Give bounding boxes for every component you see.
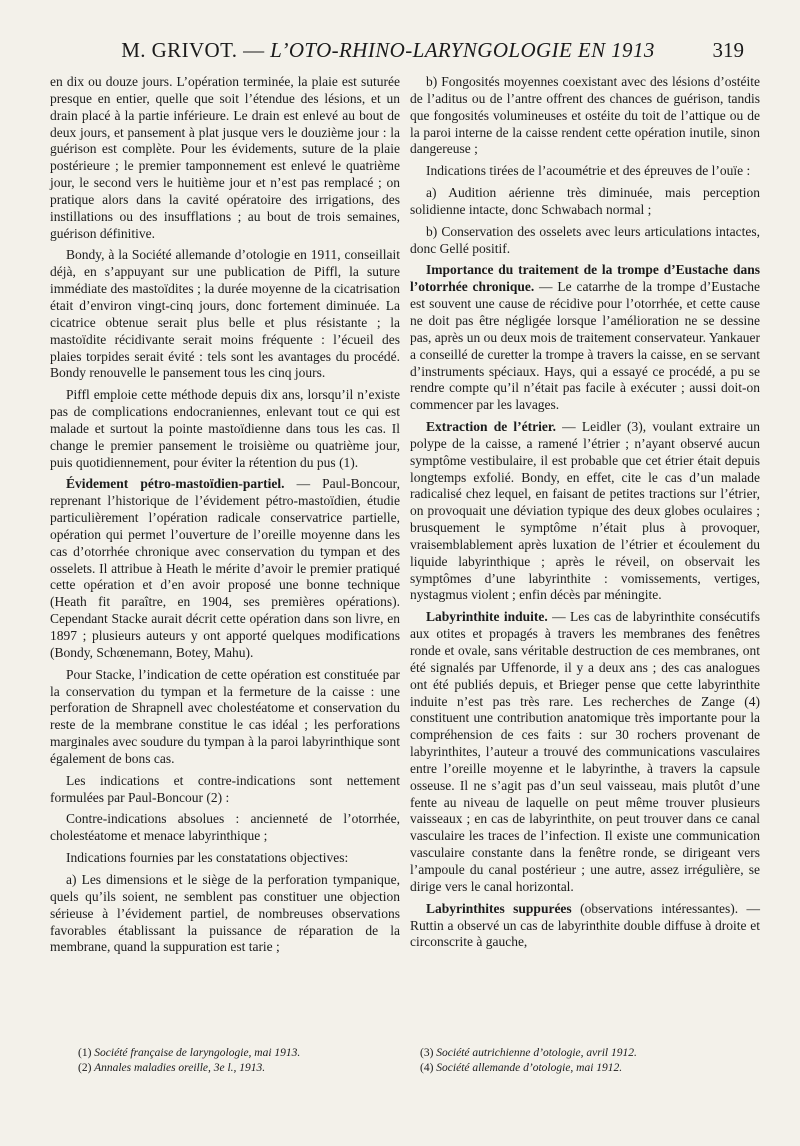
section-heading: Évidement pétro-mastoïdien-partiel.	[66, 476, 285, 492]
paragraph	[50, 872, 400, 956]
footnote	[78, 1061, 408, 1076]
paragraph	[50, 667, 400, 768]
section-heading: Extraction de l’étrier.	[426, 419, 556, 435]
paragraph-text: — Leidler (3), voulant extraire un polype de la caisse, a ramené l’étrier ; n’ayant observé aucun symptôme vestibulaire, il est probable que cet étrier était depuis longtemps exfolié. Bondy, en effet, cite le cas d’un malade radicalisé chez lequel, en faisant de petites tractions sur l’étrier, on provoquait une déviation typique des deux globes oculaires ; brusquement le symptôme n’était plus à provoquer, vraisemblablement après luxation de l’étrier et écoulement du liquide labyrinthique ; après le réveil, on observait les symptômes d’une labyrinthite : vomissements, vertiges, nystagmus violent ; enfin décès par méningite.	[410, 419, 760, 603]
left-column	[50, 74, 400, 961]
paragraph-text: Piffl emploie cette méthode depuis dix ans, lorsqu’il n’existe pas de complications endocraniennes, enlevant tout ce qui est malade et surtout la pointe mastoïdienne dans tous les cas. Il change le premier pansement le troisième ou quatrième jour, puis quotidiennement, pour éviter la rétention du pus (1).	[50, 387, 400, 470]
paragraph	[50, 476, 400, 661]
footnote	[420, 1061, 750, 1076]
footnote-text: Société française de laryngologie, mai 1913.	[91, 1047, 301, 1059]
paragraph	[410, 262, 760, 414]
paragraph-text: a) Les dimensions et le siège de la perforation tympanique, quels qu’ils soient, ne semblent pas constituer une objection sérieuse à l’évidement partiel, de nombreuses observations favorables établissant la puissance de réparation de la membrane, quand la suppuration est tarie ;	[50, 871, 400, 955]
paragraph	[50, 811, 400, 845]
paragraph	[50, 387, 400, 471]
paragraph-text: b) Fongosités moyennes coexistant avec des lésions d’ostéite de l’aditus ou de l’antre offrent des chances de guérison, tandis que fongosités volumineuses et ostéite du toit de l’attique ou de la paroi interne de la caisse rendent cette opération inutile, sinon dangereuse ;	[410, 74, 760, 157]
section-heading: Importance du traitement de la trompe d’Eustache dans l’otorrhée chronique.	[410, 262, 760, 295]
paragraph-text: Bondy, à la Société allemande d’otologie en 1911, conseillait déjà, en s’appuyant sur une publication de Piffl, la suture immédiate des mastoïdites ; la durée moyenne de la cicatrisation était d’environ vingt-cinq jours, donc fortement diminuée. La cicatrice obtenue serait plus belle et plus résistante ; la mastoïdite récidivante serait moins fréquente : l’écueil des plaies torpides serait évité : tels sont les avantages du procédé. Bondy renouvelle le pansement tous les cinq jours.	[50, 247, 400, 381]
paragraph	[50, 773, 400, 807]
right-column	[410, 74, 760, 956]
section-heading: Labyrinthite induite.	[426, 609, 548, 625]
paragraph	[410, 609, 760, 895]
paragraph-text: Indications tirées de l’acoumétrie et des épreuves de l’ouïe :	[426, 163, 751, 179]
footnote-text: Société allemande d’otologie, mai 1912.	[433, 1062, 623, 1074]
paragraph-text: Les indications et contre-indications sont nettement formulées par Paul-Boncour (2) :	[50, 772, 400, 805]
paragraph-text: Indications fournies par les constatations objectives:	[66, 850, 349, 866]
paragraph-text: a) Audition aérienne très diminuée, mais perception solidienne intacte, donc Schwabach normal ;	[410, 185, 760, 217]
paragraph	[410, 419, 760, 604]
footnote	[78, 1046, 408, 1061]
footnote-text: Société autrichienne d’otologie, avril 1912.	[433, 1047, 637, 1059]
footnote-number: (3)	[420, 1047, 434, 1059]
footnotes-right	[420, 1046, 750, 1076]
paragraph-text: — Les cas de labyrinthite consécutifs aux otites et propagés à travers les membranes des fenêtres ronde et ovale, sans véritable destruction de ces membranes, ont été signalés par Uffenorde, il y a deux ans ; des cas analogues ont été publiés depuis, et Brieger pense que cette labyrinthite induite n’est pas très rare. Les recherches de Zange (4) constituent une contribution anatomique très importante pour la compréhension de ces faits : sur 30 rochers provenant de labyrinthites, l’auteur a trouvé des communications vasculaires entre l’oreille moyenne et le labyrinthe, à travers la capsule osseuse. Il ne s’agit pas d’un seul vaisseau, mais plutôt d’une fente au niveau de laquelle on peut même trouver plusieurs vaisseaux ; en cas de labyrinthite, on peut trouver dans ce canal vasculaire les traces de l’infection. Il existe une communication vasculaire constante dans la fenêtre ronde, se dirigeant vers l’ampoule du canal postérieur ; une autre, assez irrégulière, se dirige vers le canal horizontal.	[410, 609, 760, 894]
header-author: M. GRIVOT. —	[121, 38, 265, 62]
footnotes-left	[78, 1046, 408, 1076]
paragraph	[410, 163, 760, 180]
section-heading: Labyrinthites suppurées	[426, 900, 572, 916]
page-number: 319	[712, 38, 744, 62]
paragraph	[50, 850, 400, 867]
paragraph	[410, 74, 760, 158]
paragraph-text: — Le catarrhe de la trompe d’Eustache est souvent une cause de récidive pour l’otorrhée, et cette cause ne doit pas être négligée lorsque l’amélioration ne se dessine pas, après un ou deux mois de traitement conservateur. Yankauer a conseillé de curetter la trompe à travers la caisse, en se servant d’instruments spéciaux. Hays, qui a essayé ce procédé, a pu se rendre compte qu’il n’était pas facile à exécuter ; aussi doit-on commencer par les lavages.	[410, 279, 760, 413]
running-head	[112, 38, 664, 63]
paragraph-text: en dix ou douze jours. L’opération terminée, la plaie est suturée presque en entier, quelle que soit l’étendue des lésions, et un drain placé à la partie inférieure. Le drain est enlevé au bout de deux jours, et pansement à plat jusque vers le douzième jour : la guérison est complète. Pour les évidements, suture de la plaie postérieure ; le premier tamponnement est enlevé le quatrième jour, le second vers le huitième jour et n’est pas remplacé ; on pratique alors dans la cavité opératoire des irrigations, des instillations ou des insufflations ; au bout de trois semaines, guérison définitive.	[50, 74, 400, 241]
paragraph-text: Contre-indications absolues : ancienneté de l’otorrhée, cholestéatome et menace labyrinthique ;	[50, 811, 400, 844]
paragraph-text: — Paul-Boncour, reprenant l’historique de l’évidement pétro-mastoïdien, étudie particulièrement l’opération radicale conservatrice partielle, opération qui permet l’ouverture de l’oreille moyenne dans les cas d’otorrhée chronique avec conservation du tympan et des osselets. Il attribue à Heath le mérite d’avoir le premier pratiqué cette opération et d’en avoir proposé une bonne technique (Heath fit paraître, en 1904, ses premières opérations). Cependant Stacke aurait décrit cette opération dans son livre, en 1897 ; plusieurs auteurs y ont apporté quelques modifications (Bondy, Schœnemann, Botey, Mahu).	[50, 476, 400, 660]
header-title: L’OTO-RHINO-LARYNGOLOGIE EN 1913	[270, 38, 655, 62]
paragraph-text: b) Conservation des osselets avec leurs articulations intactes, donc Gellé positif.	[410, 223, 760, 256]
paragraph	[50, 74, 400, 242]
paragraph-text: (observations intéressantes). — Ruttin a observé un cas de labyrinthite double diffuse à droite et circonscrite à gauche,	[410, 900, 760, 950]
footnote-number: (1)	[78, 1047, 92, 1059]
paragraph	[410, 185, 760, 219]
paragraph-text: Pour Stacke, l’indication de cette opération est constituée par la conservation du tympan et la fermeture de la caisse : une perforation de Shrapnell avec cholestéatome et conservation du reste de la membrane constitue le cas idéal ; les perforations marginales avec soudure du tympan à la paroi labyrinthique sont également de bons cas.	[50, 666, 400, 766]
footnote	[420, 1046, 750, 1061]
footnote-text: Annales maladies oreille, 3e l., 1913.	[91, 1062, 266, 1074]
footnote-number: (2)	[78, 1062, 92, 1074]
footnote-number: (4)	[420, 1062, 434, 1074]
paragraph	[50, 247, 400, 382]
paragraph	[410, 224, 760, 258]
paragraph	[410, 901, 760, 952]
